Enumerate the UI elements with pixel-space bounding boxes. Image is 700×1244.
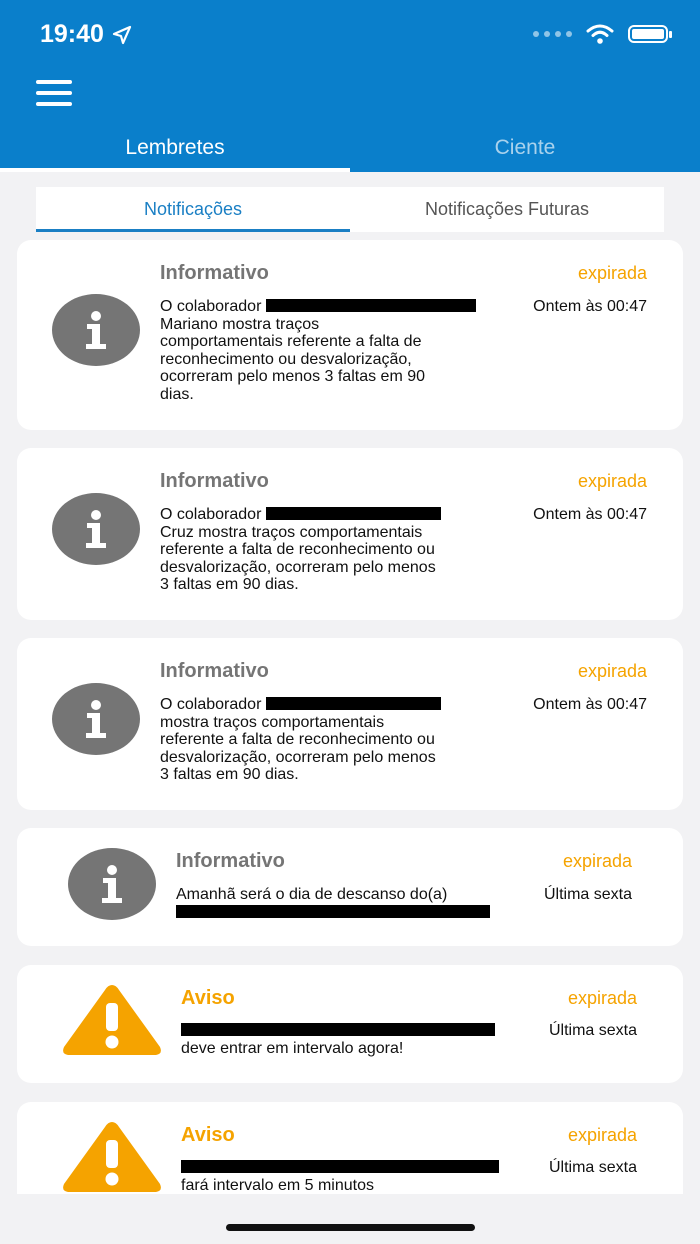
status-badge: expirada	[567, 988, 637, 1008]
info-icon	[52, 493, 140, 565]
notification-card[interactable]	[17, 1102, 683, 1194]
location-arrow-icon	[112, 25, 132, 45]
redacted-name	[181, 1023, 495, 1036]
notification-list[interactable]	[17, 240, 683, 1194]
notification-time: Ontem às 00:47	[533, 298, 647, 315]
warning-icon	[60, 981, 164, 1057]
notification-card[interactable]	[17, 965, 683, 1083]
redacted-name	[266, 299, 476, 312]
notification-type: Aviso	[181, 1124, 235, 1146]
notification-card[interactable]	[17, 638, 683, 810]
notification-type: Informativo	[176, 850, 285, 872]
notification-body: O colaborador mostra traços comportamentais referente a falta de reconhecimento ou desvalorização, ocorreram pelo menos 3 faltas em 90 dias.	[160, 696, 505, 784]
battery-icon	[628, 25, 668, 43]
redacted-name	[266, 697, 441, 710]
tab-ciente[interactable]: Ciente	[494, 136, 556, 159]
notification-card[interactable]	[17, 828, 683, 946]
notification-time: Ontem às 00:47	[533, 506, 647, 523]
redacted-name	[176, 905, 490, 918]
wifi-icon	[586, 24, 614, 44]
status-badge: expirada	[562, 851, 632, 871]
notification-type: Informativo	[160, 262, 269, 284]
notification-card[interactable]	[17, 448, 683, 620]
info-icon	[52, 683, 140, 755]
home-indicator[interactable]	[226, 1224, 475, 1231]
status-badge: expirada	[567, 1125, 637, 1145]
redacted-name	[181, 1160, 499, 1173]
subtab-notificacoes[interactable]: Notificações	[36, 187, 350, 232]
notification-time: Última sexta	[548, 1022, 637, 1039]
warning-icon	[60, 1118, 164, 1194]
status-indicators	[533, 24, 668, 44]
notification-card[interactable]	[17, 240, 683, 430]
notification-time: Última sexta	[548, 1159, 637, 1176]
info-icon	[52, 294, 140, 366]
hamburger-menu-icon[interactable]	[36, 80, 72, 106]
status-badge: expirada	[577, 263, 647, 283]
notification-body: O colaborador Cruz mostra traços comportamentais referente a falta de reconhecimento ou desvalorização, ocorreram pelo menos 3 faltas em 90 dias.	[160, 506, 505, 594]
tab-lembretes[interactable]: Lembretes	[0, 130, 350, 172]
notification-body: fará intervalo em 5 minutos	[181, 1159, 521, 1194]
notification-body: Amanhã será o dia de descanso do(a)	[176, 886, 516, 921]
app-header	[0, 0, 700, 172]
subtab-bar	[36, 187, 664, 232]
status-badge: expirada	[577, 661, 647, 681]
cellular-signal-icon	[533, 31, 572, 37]
notification-type: Informativo	[160, 470, 269, 492]
subtab-notificacoes-futuras[interactable]: Notificações Futuras	[424, 199, 590, 219]
clock: 19:40	[40, 20, 104, 48]
redacted-name	[266, 507, 441, 520]
status-bar-time	[40, 20, 132, 49]
notification-time: Ontem às 00:47	[533, 696, 647, 713]
notification-time: Última sexta	[543, 886, 632, 903]
notification-type: Informativo	[160, 660, 269, 682]
notification-type: Aviso	[181, 987, 235, 1009]
status-badge: expirada	[577, 471, 647, 491]
notification-body: O colaborador Mariano mostra traços comportamentais referente a falta de reconhecimento ou desvalorização, ocorreram pelo menos 3 faltas em 90 dias.	[160, 298, 505, 403]
info-icon	[68, 848, 156, 920]
notification-body: deve entrar em intervalo agora!	[181, 1022, 521, 1057]
